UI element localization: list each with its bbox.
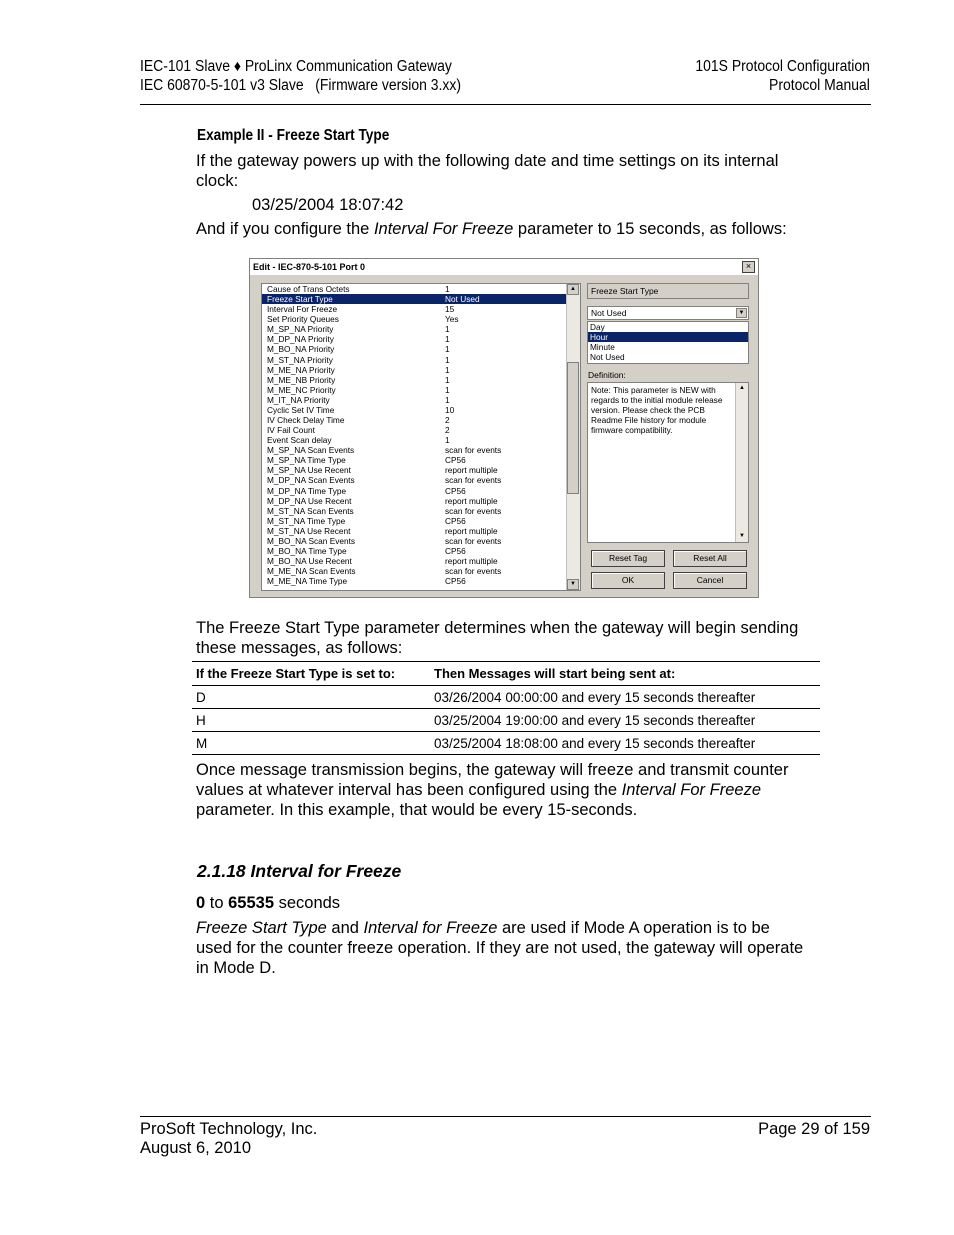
reset-tag-button[interactable]: Reset Tag: [591, 550, 665, 567]
footer-left: [140, 1120, 317, 1158]
section-heading: 2.1.18 Interval for Freeze: [197, 861, 402, 881]
parameter-row[interactable]: [262, 395, 580, 405]
definition-text: Note: This parameter is NEW with regards to the initial module release version. Please check the PCB Readme File history for module firmware compatibility.: [591, 385, 723, 435]
parameter-name: M_ME_NA Priority: [267, 364, 335, 375]
parameter-value: report multiple: [445, 525, 498, 536]
parameter-value: Yes: [445, 314, 459, 325]
parameter-name: M_BO_NA Time Type: [267, 546, 347, 557]
parameter-value: scan for events: [445, 445, 502, 456]
header-product: IEC-101 Slave ♦ ProLinx Communication Gateway: [140, 58, 452, 75]
parameter-row[interactable]: [262, 486, 580, 496]
parameter-value: CP56: [445, 485, 466, 496]
datetime-value: 03/25/2004 18:07:42: [252, 196, 404, 214]
value-dropdown[interactable]: [587, 306, 749, 320]
table-row: [192, 709, 820, 732]
parameter-value: CP56: [445, 546, 466, 557]
parameter-name: M_DP_NA Scan Events: [267, 475, 355, 486]
parameter-row[interactable]: [262, 415, 580, 425]
options-list[interactable]: [587, 321, 749, 364]
header-firmware: IEC 60870-5-101 v3 Slave (Firmware version 3.xx): [140, 77, 461, 94]
parameter-name: M_ME_NC Priority: [267, 384, 336, 395]
table-cell: 03/26/2004 00:00:00 and every 15 seconds thereafter: [430, 686, 820, 709]
parameter-name: M_IT_NA Priority: [267, 394, 330, 405]
parameter-name: M_DP_NA Use Recent: [267, 495, 352, 506]
chevron-down-icon[interactable]: ▼: [736, 308, 747, 318]
parameter-name: M_ME_NB Priority: [267, 374, 336, 385]
dropdown-value: Not Used: [591, 308, 627, 318]
parameter-row[interactable]: [262, 284, 580, 294]
parameter-row[interactable]: [262, 304, 580, 314]
parameter-name: Freeze Start Type: [267, 294, 333, 305]
parameter-row[interactable]: [262, 324, 580, 334]
mode-paragraph: Freeze Start Type and Interval for Freeze are used if Mode A operation is to be used for the counter freeze operation. If they are not used, the gateway will operate in Mode D.: [196, 919, 804, 977]
parameter-row[interactable]: [262, 365, 580, 375]
parameter-list[interactable]: [261, 283, 581, 591]
cancel-button[interactable]: Cancel: [673, 572, 747, 589]
parameter-name: Set Priority Queues: [267, 314, 339, 325]
parameter-row[interactable]: [262, 344, 580, 354]
parameter-value: scan for events: [445, 505, 502, 516]
transmission-paragraph: Once message transmission begins, the gateway will freeze and transmit counter values at whatever interval has been configured using the Interval For Freeze parameter. In this example, that would be every 15-seconds.: [196, 761, 789, 819]
definition-label: Definition:: [588, 370, 626, 380]
parameter-value: report multiple: [445, 495, 498, 506]
parameter-value: 10: [445, 404, 455, 415]
parameter-row[interactable]: [262, 546, 580, 556]
footer-company: ProSoft Technology, Inc.: [140, 1120, 318, 1138]
table-row: [192, 732, 820, 755]
parameter-row[interactable]: [262, 536, 580, 546]
parameter-name: Cause of Trans Octets: [267, 284, 350, 294]
freeze-start-table: [192, 661, 820, 755]
table-cell: 03/25/2004 19:00:00 and every 15 seconds thereafter: [430, 709, 820, 732]
parameter-row[interactable]: [262, 475, 580, 485]
parameter-name: M_DP_NA Priority: [267, 334, 334, 345]
parameter-value: report multiple: [445, 465, 498, 476]
parameter-row[interactable]: [262, 496, 580, 506]
table-header-setting: If the Freeze Start Type is set to:: [192, 662, 430, 686]
parameter-name: Interval For Freeze: [267, 304, 338, 315]
parameter-value: 1: [445, 435, 450, 446]
scroll-thumb[interactable]: [567, 362, 579, 494]
parameter-row[interactable]: [262, 435, 580, 445]
parameter-value: scan for events: [445, 535, 502, 546]
parameter-name: M_DP_NA Time Type: [267, 485, 347, 496]
table-cell: D: [192, 686, 430, 709]
parameter-value: 1: [445, 334, 450, 345]
parameter-value: scan for events: [445, 566, 502, 577]
parameter-name: M_SP_NA Priority: [267, 324, 334, 335]
header-section: 101S Protocol Configuration: [695, 58, 870, 75]
parameter-row[interactable]: [262, 566, 580, 576]
parameter-name: IV Check Delay Time: [267, 415, 345, 426]
parameter-value: 1: [445, 384, 450, 395]
parameter-row[interactable]: [262, 455, 580, 465]
parameter-name: M_ST_NA Priority: [267, 354, 333, 365]
parameter-row[interactable]: [262, 556, 580, 566]
footer-date: August 6, 2010: [140, 1139, 252, 1157]
parameter-value: 1: [445, 284, 450, 294]
parameter-value: 15: [445, 304, 455, 315]
freeze-type-paragraph: The Freeze Start Type parameter determines when the gateway will begin sending these messages, as follows:: [196, 619, 799, 657]
parameter-value: 2: [445, 425, 450, 436]
scroll-up-icon[interactable]: ▲: [739, 385, 745, 391]
parameter-name: M_ST_NA Use Recent: [267, 525, 351, 536]
parameter-value: scan for events: [445, 475, 502, 486]
option-item[interactable]: Minute: [590, 342, 615, 352]
table-row: [192, 686, 820, 709]
parameter-name: Event Scan delay: [267, 435, 332, 446]
example-title: Example II - Freeze Start Type: [197, 127, 390, 144]
parameter-value: 1: [445, 344, 450, 355]
parameter-name: Cyclic Set IV Time: [267, 404, 335, 415]
parameter-value: 1: [445, 364, 450, 375]
header-manual: Protocol Manual: [769, 77, 870, 94]
header-right: [696, 57, 870, 95]
footer-rule: [140, 1116, 871, 1117]
parameter-name: M_BO_NA Use Recent: [267, 556, 352, 567]
table-cell: 03/25/2004 18:08:00 and every 15 seconds thereafter: [430, 732, 820, 755]
option-item[interactable]: Day: [590, 322, 605, 332]
parameter-row[interactable]: [262, 516, 580, 526]
header-left: [140, 57, 461, 95]
ok-button[interactable]: OK: [591, 572, 665, 589]
parameter-name: M_SP_NA Scan Events: [267, 445, 355, 456]
configure-paragraph: And if you configure the Interval For Freeze parameter to 15 seconds, as follows:: [196, 220, 787, 238]
parameter-name: M_ME_NA Time Type: [267, 576, 348, 587]
parameter-value: 1: [445, 354, 450, 365]
parameter-row[interactable]: [262, 355, 580, 365]
parameter-row[interactable]: [262, 385, 580, 395]
range-line: 0 to 65535 seconds: [196, 894, 341, 912]
reset-all-button[interactable]: Reset All: [673, 550, 747, 567]
parameter-value: 1: [445, 394, 450, 405]
table-cell: H: [192, 709, 430, 732]
parameter-value: 1: [445, 374, 450, 385]
dialog-title: Edit - IEC-870-5-101 Port 0: [250, 259, 758, 275]
parameter-row[interactable]: [262, 425, 580, 435]
table-header-row: [192, 662, 820, 686]
option-item[interactable]: Not Used: [590, 352, 625, 362]
parameter-value: 2: [445, 415, 450, 426]
parameter-row[interactable]: [262, 526, 580, 536]
parameter-value: CP56: [445, 515, 466, 526]
parameter-name: IV Fail Count: [267, 425, 315, 436]
scroll-down-icon[interactable]: ▼: [567, 579, 579, 590]
definition-scrollbar[interactable]: [735, 383, 748, 542]
parameter-row[interactable]: [262, 294, 580, 304]
table-cell: M: [192, 732, 430, 755]
table-header-start: Then Messages will start being sent at:: [430, 662, 820, 686]
parameter-name: M_ST_NA Time Type: [267, 515, 346, 526]
parameter-name: M_BO_NA Scan Events: [267, 535, 356, 546]
header-rule: [140, 104, 871, 105]
parameter-value: Not Used: [445, 294, 480, 305]
parameter-row[interactable]: [262, 506, 580, 516]
selected-param-label: Freeze Start Type: [591, 286, 659, 296]
parameter-row[interactable]: [262, 375, 580, 385]
parameter-name: M_ME_NA Scan Events: [267, 566, 356, 577]
intro-paragraph: If the gateway powers up with the following date and time settings on its internal clock:: [196, 152, 779, 190]
definition-box: [587, 382, 749, 543]
scroll-down-icon[interactable]: ▼: [739, 533, 745, 539]
parameter-row[interactable]: [262, 576, 580, 586]
close-icon[interactable]: ×: [742, 261, 755, 273]
parameter-row[interactable]: [262, 314, 580, 324]
option-item[interactable]: Hour: [588, 332, 748, 342]
parameter-row[interactable]: [262, 334, 580, 344]
edit-dialog: [249, 258, 759, 598]
parameter-row[interactable]: [262, 445, 580, 455]
parameter-value: CP56: [445, 455, 466, 466]
parameter-value: CP56: [445, 576, 466, 587]
parameter-name: M_BO_NA Priority: [267, 344, 335, 355]
selected-param-box: [587, 283, 749, 299]
parameter-row[interactable]: [262, 405, 580, 415]
parameter-name: M_SP_NA Use Recent: [267, 465, 351, 476]
parameter-name: M_SP_NA Time Type: [267, 455, 346, 466]
scroll-up-icon[interactable]: ▲: [567, 284, 579, 295]
parameter-row[interactable]: [262, 465, 580, 475]
footer-page: Page 29 of 159: [758, 1120, 870, 1138]
parameter-value: report multiple: [445, 556, 498, 567]
parameter-scrollbar[interactable]: [566, 284, 580, 590]
parameter-value: 1: [445, 324, 450, 335]
parameter-name: M_ST_NA Scan Events: [267, 505, 354, 516]
